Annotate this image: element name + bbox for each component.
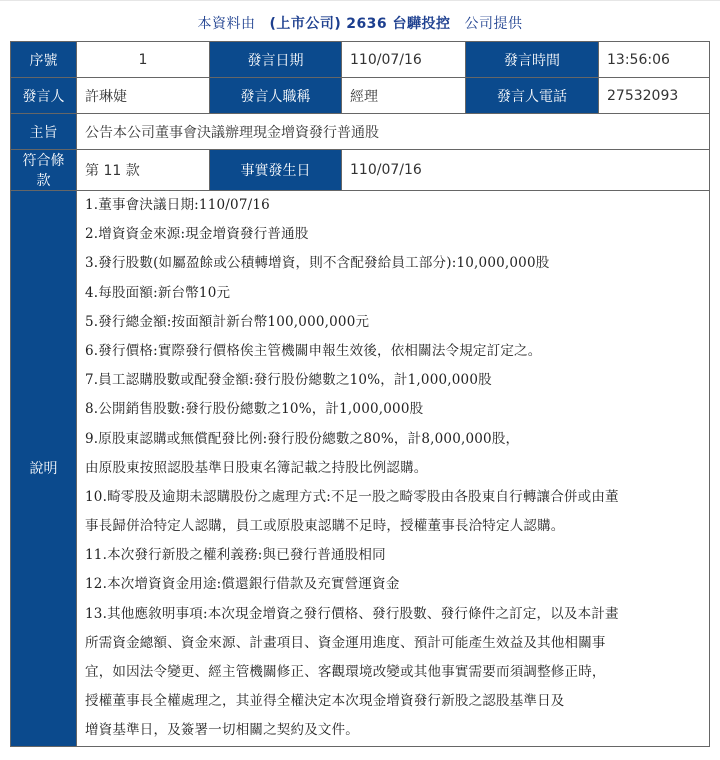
- value-speaker: 許琳婕: [77, 78, 210, 114]
- description-line: 所需資金總額、資金來源、計畫項目、資金運用進度、預計可能產生效益及其他相關事: [85, 634, 606, 651]
- announcement-table: [10, 41, 710, 747]
- description-line: 3.發行股數(如屬盈餘或公積轉增資，則不含配發給員工部分):10,000,000股: [85, 255, 550, 272]
- label-speaker: 發言人: [11, 78, 77, 114]
- row-subject: [11, 114, 710, 150]
- description-line: 8.公開銷售股數:發行股份總數之10%，計1,000,000股: [85, 401, 424, 418]
- label-time: 發言時間: [466, 42, 599, 78]
- label-clause: 符合條款: [11, 150, 77, 191]
- row-seq-date-time: [11, 42, 710, 78]
- description-line: 授權董事長全權處理之，其並得全權決定本次現金增資發行新股之認股基準日及: [85, 693, 565, 710]
- top-divider: [0, 0, 720, 1]
- label-seq: 序號: [11, 42, 77, 78]
- description-line: 1.董事會決議日期:110/07/16: [85, 197, 270, 213]
- description-line: 10.畸零股及逾期未認購股份之處理方式:不足一股之畸零股由各股東自行轉讓合併或由董: [85, 488, 619, 505]
- label-speaker-title: 發言人職稱: [210, 78, 342, 114]
- description-line: 4.每股面額:新台幣10元: [85, 284, 231, 301]
- header-suffix: 公司提供: [464, 16, 523, 32]
- description-line: 13.其他應敘明事項:本次現金增資之發行價格、發行股數、發行條件之訂定，以及本計畫: [85, 605, 619, 622]
- description-line: 12.本次增資資金用途:償還銀行借款及充實營運資金: [85, 576, 400, 593]
- description-line: 增資基準日，及簽署一切相關之契約及文件。: [85, 722, 359, 739]
- row-description: [11, 191, 710, 747]
- label-event-date: 事實發生日: [210, 150, 342, 191]
- description-line: 宜，如因法令變更、經主管機關修正、客觀環境改變或其他事實需要而須調整修正時，: [85, 664, 606, 680]
- header-company-type: (上市公司): [269, 16, 342, 32]
- value-time: 13:56:06: [599, 42, 710, 78]
- value-seq: 1: [77, 42, 210, 78]
- label-subject: 主旨: [11, 114, 77, 150]
- description-line: 9.原股東認購或無償配發比例:發行股份總數之80%，計8,000,000股，: [85, 430, 520, 447]
- value-event-date: 110/07/16: [342, 150, 710, 191]
- description-line: 11.本次發行新股之權利義務:與已發行普通股相同: [85, 547, 386, 564]
- description-line: 7.員工認購股數或配發金額:發行股份總數之10%，計1,000,000股: [85, 372, 492, 389]
- description-body: [77, 191, 710, 747]
- value-speaker-phone: 27532093: [599, 78, 710, 114]
- description-line: 事長歸併洽特定人認購，員工或原股東認購不足時，授權董事長洽特定人認購。: [85, 518, 565, 535]
- header-prefix: 本資料由: [197, 16, 256, 32]
- description-line: 由原股東按照認股基準日股東名簿記載之持股比例認購。: [85, 459, 428, 476]
- description-line: 6.發行價格:實際發行價格俟主管機關申報生效後，依相關法令規定訂定之。: [85, 342, 542, 359]
- row-clause: [11, 150, 710, 191]
- header-company-code-name: 2636 台驊投控: [346, 16, 451, 32]
- description-line: 5.發行總金額:按面額計新台幣100,000,000元: [85, 313, 370, 330]
- value-clause: 第 11 款: [77, 150, 210, 191]
- description-line: 2.增資資金來源:現金增資發行普通股: [85, 226, 309, 243]
- row-speaker: [11, 78, 710, 114]
- label-speaker-phone: 發言人電話: [466, 78, 599, 114]
- value-subject: 公告本公司董事會決議辦理現金增資發行普通股: [77, 114, 710, 150]
- label-date: 發言日期: [210, 42, 342, 78]
- value-date: 110/07/16: [342, 42, 466, 78]
- label-description: 說明: [11, 191, 77, 747]
- value-speaker-title: 經理: [342, 78, 466, 114]
- report-header: [0, 13, 720, 33]
